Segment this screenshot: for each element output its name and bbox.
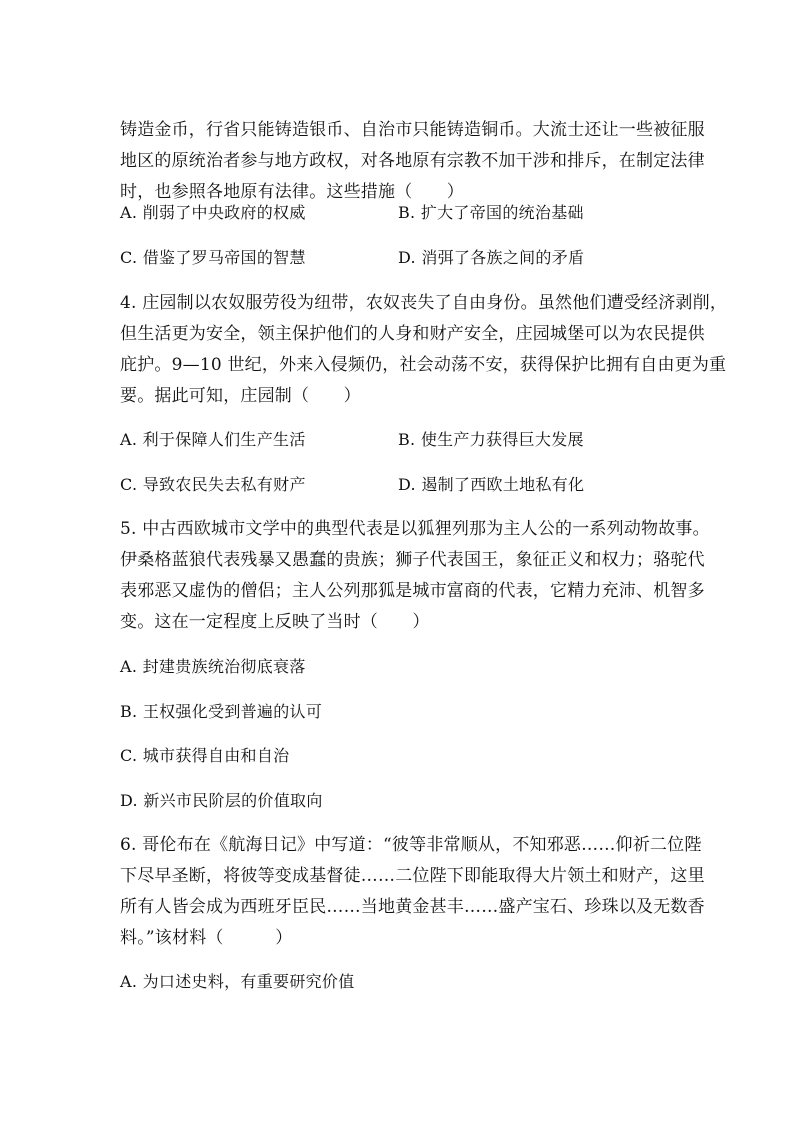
text-line: 料。”该材料（ ）	[120, 928, 293, 948]
text-line: 时，也参照各地原有法律。这些措施（ ）	[120, 182, 464, 202]
question-5-option-d[interactable]: D. 新兴市民阶层的价值取向	[120, 791, 323, 810]
question-3-option-c[interactable]: C. 借鉴了罗马帝国的智慧	[120, 248, 306, 267]
text-line: 伊桑格蓝狼代表残暴又愚蠢的贵族；狮子代表国王，象征正义和权力；骆驼代	[120, 550, 705, 570]
text-line: 5. 中古西欧城市文学中的典型代表是以狐狸列那为主人公的一系列动物故事。	[120, 519, 710, 539]
text-line: 4. 庄园制以农奴服劳役为纽带，农奴丧失了自由身份。虽然他们遭受经济剥削，	[120, 293, 728, 313]
text-line: 但生活更为安全，领主保护他们的人身和财产安全，庄园城堡可以为农民提供	[120, 324, 705, 344]
text-line: 表邪恶又虚伪的僧侣；主人公列那狐是城市富商的代表，它精力充沛、机智多	[120, 581, 705, 601]
question-6-stem	[120, 830, 705, 954]
question-4-option-b[interactable]: B. 使生产力获得巨大发展	[398, 430, 584, 449]
question-3-option-d[interactable]: D. 消弭了各族之间的矛盾	[398, 248, 585, 267]
question-5-option-a[interactable]: A. 封建贵族统治彻底衰落	[120, 657, 306, 676]
question-4-option-d[interactable]: D. 遏制了西欧土地私有化	[398, 475, 585, 494]
text-line: 铸造金币，行省只能铸造银币、自治市只能铸造铜币。大流士还让一些被征服	[120, 120, 705, 140]
text-line: 下尽早圣断，将彼等变成基督徒……二位陛下即能取得大片领土和财产，这里	[120, 866, 705, 886]
question-5-option-b[interactable]: B. 王权强化受到普遍的认可	[120, 702, 323, 721]
question-4-stem	[120, 288, 728, 412]
text-line: 6. 哥伦布在《航海日记》中写道：“彼等非常顺从，不知邪恶……仰祈二位陛	[120, 835, 702, 855]
question-3-stem	[120, 115, 705, 208]
question-3-option-b[interactable]: B. 扩大了帝国的统治基础	[398, 203, 584, 222]
question-6-option-a[interactable]: A. 为口述史料，有重要研究价值	[120, 972, 355, 991]
question-4-option-a[interactable]: A. 利于保障人们生产生活	[120, 430, 306, 449]
text-line: 要。据此可知，庄园制（ ）	[120, 386, 361, 406]
question-3-option-a[interactable]: A. 削弱了中央政府的权威	[120, 203, 306, 222]
question-5-option-c[interactable]: C. 城市获得自由和自治	[120, 746, 290, 765]
question-5-stem	[120, 514, 710, 638]
text-line: 地区的原统治者参与地方政权，对各地原有宗教不加干涉和排斥，在制定法律	[120, 151, 705, 171]
text-line: 所有人皆会成为西班牙臣民……当地黄金甚丰……盛产宝石、珍珠以及无数香	[120, 897, 705, 917]
question-4-option-c[interactable]: C. 导致农民失去私有财产	[120, 475, 306, 494]
text-line: 变。这在一定程度上反映了当时（ ）	[120, 612, 430, 632]
text-line: 庇护。9—10 世纪，外来入侵频仍，社会动荡不安，获得保护比拥有自由更为重	[120, 355, 727, 375]
